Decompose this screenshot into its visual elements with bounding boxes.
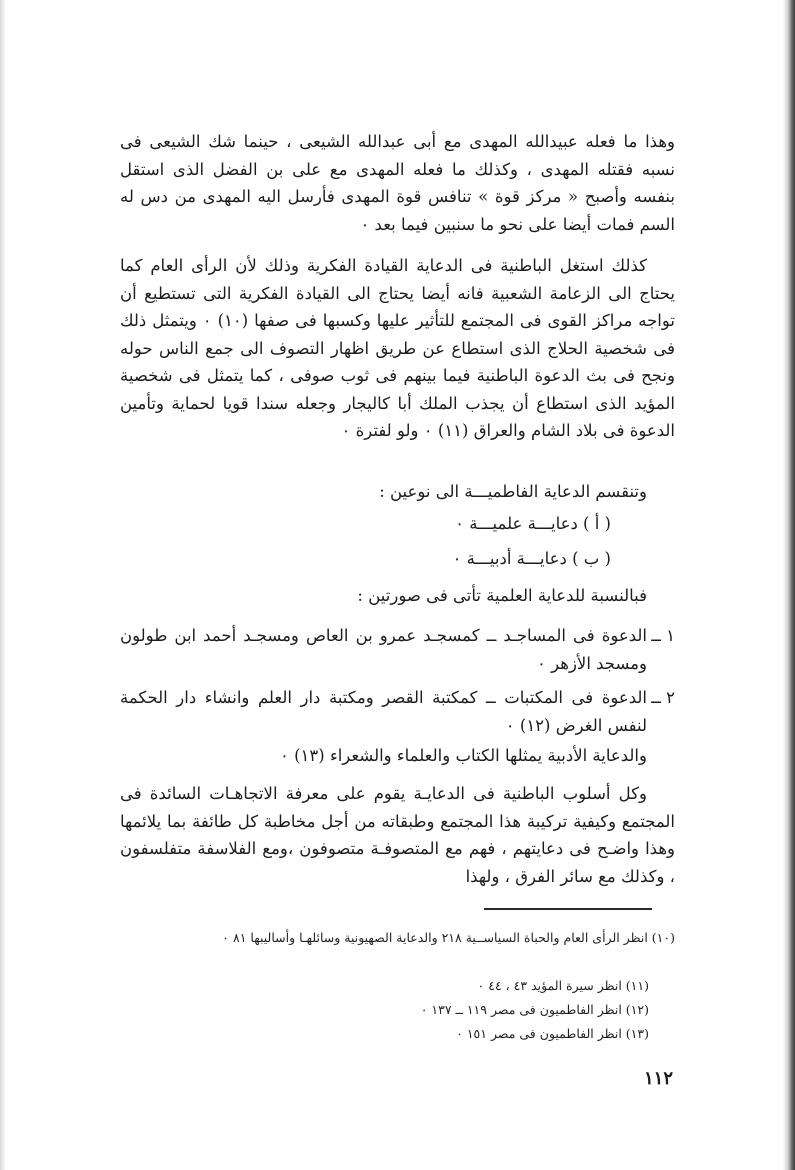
paragraph-methods	[120, 780, 675, 890]
paragraph-text: وهذا ما فعله عبيدالله المهدى مع أبى عبدالله الشيعى ، حينما شك الشيعى فى نسبه فقتله المهدى ، وكذلك ما فعله المهدى مع على بن الفضل الذى استقل بنفسه وأصبح « مركز قوة » تنافس قوة المهدى فأرسل اليه المهدى من دس له السم فمات أيضا على نحو ما سنبين فيما بعد ٠	[120, 132, 675, 234]
page-binding-shadow	[783, 0, 795, 1170]
list-item-mosques	[120, 622, 675, 678]
page-number: ١١٢	[643, 1068, 673, 1089]
propaganda-type-a: ( أ ) دعايـــة علميـــة ٠	[455, 514, 611, 533]
list-item-text: الدعوة فى المساجـد ــ كمسجـد عمرو بن العاص ومسجـد أحمد ابن طولون ومسجد الأزهر ٠	[120, 626, 647, 673]
paragraph-intellectual-leadership	[120, 252, 675, 445]
propaganda-type-b: ( ب ) دعايـــة أدبيـــة ٠	[452, 549, 611, 568]
footnote-13: (١٣) انظر الفاطميون فى مصر ١٥١ ٠	[456, 1026, 649, 1041]
list-item-number: ١ ــ	[651, 626, 675, 645]
list-item-libraries	[120, 684, 675, 740]
literary-propaganda: والدعاية الأدبية يمثلها الكتاب والعلماء والشعراء (١٣) ٠	[279, 746, 647, 765]
paragraph-text: كذلك استغل الباطنية فى الدعاية القيادة الفكرية وذلك لأن الرأى العام كما يحتاج الى الزعامة الشعبية فانه أيضا يحتاج الى القيادة الفكرية التى تستطيع أن تواجه مراكز القوى فى المجتمع للتأثير عليها وكسبها فى صفها (١٠) ٠ ويتمثل ذلك فى شخصية الحلاج الذى استطاع عن طريق اظهار التصوف الى جمع الناس حوله ونجح فى بث الدعوة الباطنية فيما بينهم فى ثوب صوفى ، كما يتمثل فى شخصية المؤيد الذى استطاع أن يجذب الملك أبا كاليجار وجعله سندا قويا لحماية وتأمين الدعوة فى بلاد الشام والعراق (١١) ٠ ولو لفترة ٠	[120, 256, 676, 440]
paragraph-text: وكل أسلوب الباطنية فى الدعايـة يقوم على معرفة الاتجاهـات السائدة فى المجتمع وكيفية تركيبة هذا المجتمع وطبقاته من أجل مخاطبة كل طائفة بما يلائمها وهذا واضـح فى دعايتهم ، فهم مع المتصوفـة متصوفون ،ومع الفلاسفة متفلسفون ، وكذلك مع سائر الفرق ، ولهذا	[120, 784, 675, 886]
footnote-divider	[484, 908, 652, 910]
page-left-edge	[0, 0, 6, 1170]
list-item-number: ٢ ــ	[651, 688, 675, 707]
propaganda-types-intro: وتنقسم الدعاية الفاطميـــة الى نوعين :	[379, 482, 647, 501]
footnote-11: (١١) انظر سيرة المؤيد ٤٣ ، ٤٤ ٠	[477, 978, 649, 993]
scientific-forms-intro: فبالنسبة للدعاية العلمية تأتى فى صورتين :	[357, 586, 647, 605]
paragraph-mahdi	[120, 128, 675, 238]
list-item-text: الدعوة فى المكتبات ــ كمكتبة القصر ومكتبة دار العلم وانشاء دار الحكمة لنفس الغرض (١٢) ٠	[120, 688, 647, 735]
footnote-10: (١٠) انظر الرأى العام والحباة السياســية ٢١٨ والدعاية الصهيونية وسائلهـا وأساليبها ٨١ ٠	[222, 930, 675, 945]
footnote-12: (١٢) انظر الفاطميون فى مصر ١١٩ ــ ١٣٧ ٠	[420, 1002, 649, 1017]
